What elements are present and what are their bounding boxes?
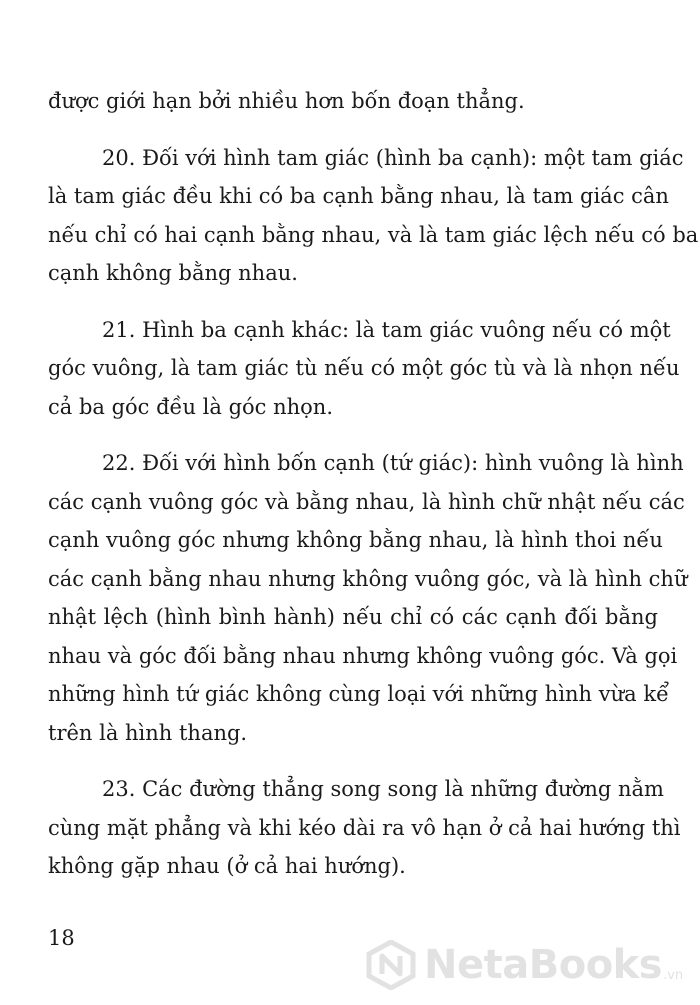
text-line: không gặp nhau (ở cả hai hướng). — [48, 854, 406, 878]
text-line: 20. Đối với hình tam giác (hình ba cạnh): một tam giác — [102, 145, 684, 170]
text-line: cả ba góc đều là góc nhọn. — [48, 394, 334, 419]
paragraph-20-triangles — [48, 139, 699, 293]
paragraph-21-other-triangles — [48, 311, 680, 427]
text-line: được giới hạn bởi nhiều hơn bốn đoạn thẳng. — [48, 89, 525, 113]
text-line: những hình tứ giác không cùng loại với những hình vừa kể — [48, 682, 669, 706]
text-line: các cạnh vuông góc và bằng nhau, là hình chữ nhật nếu các — [48, 489, 685, 514]
text-line: cùng mặt phẳng và khi kéo dài ra vô hạn ở cả hai hướng thì — [48, 815, 681, 840]
text-line: là tam giác đều khi có ba cạnh bằng nhau, là tam giác cân — [48, 184, 669, 208]
text-line: trên là hình thang. — [48, 720, 248, 745]
text-line: nhau và góc đối bằng nhau nhưng không vuông góc. Và gọi — [48, 643, 678, 668]
text-line: cạnh không bằng nhau. — [48, 261, 298, 285]
paragraph-23-parallel-lines — [48, 770, 681, 886]
text-line: nếu chỉ có hai cạnh bằng nhau, và là tam giác lệch nếu có ba — [48, 222, 699, 247]
watermark-suffix: .vn — [663, 968, 684, 983]
paragraph-continuation — [48, 82, 658, 121]
text-line: nhật lệch (hình bình hành) nếu chỉ có các cạnh đối bằng — [48, 605, 658, 629]
text-line: 23. Các đường thẳng song song là những đường nằm — [102, 777, 664, 801]
text-line: cạnh vuông góc nhưng không bằng nhau, là hình thoi nếu — [48, 528, 663, 552]
watermark-brand: NetaBooks — [424, 942, 663, 988]
page-number: 18 — [48, 926, 75, 950]
text-line: 21. Hình ba cạnh khác: là tam giác vuông nếu có một — [102, 317, 671, 342]
text-line: các cạnh bằng nhau nhưng không vuông góc, và là hình chữ — [48, 566, 688, 591]
text-line: góc vuông, là tam giác tù nếu có một góc tù và là nhọn nếu — [48, 356, 680, 380]
netabooks-logo-icon — [366, 940, 416, 990]
page-body-text — [48, 82, 699, 904]
paragraph-22-quadrilaterals — [48, 444, 688, 752]
watermark — [366, 935, 686, 995]
text-line: 22. Đối với hình bốn cạnh (tứ giác): hình vuông là hình — [102, 451, 684, 475]
